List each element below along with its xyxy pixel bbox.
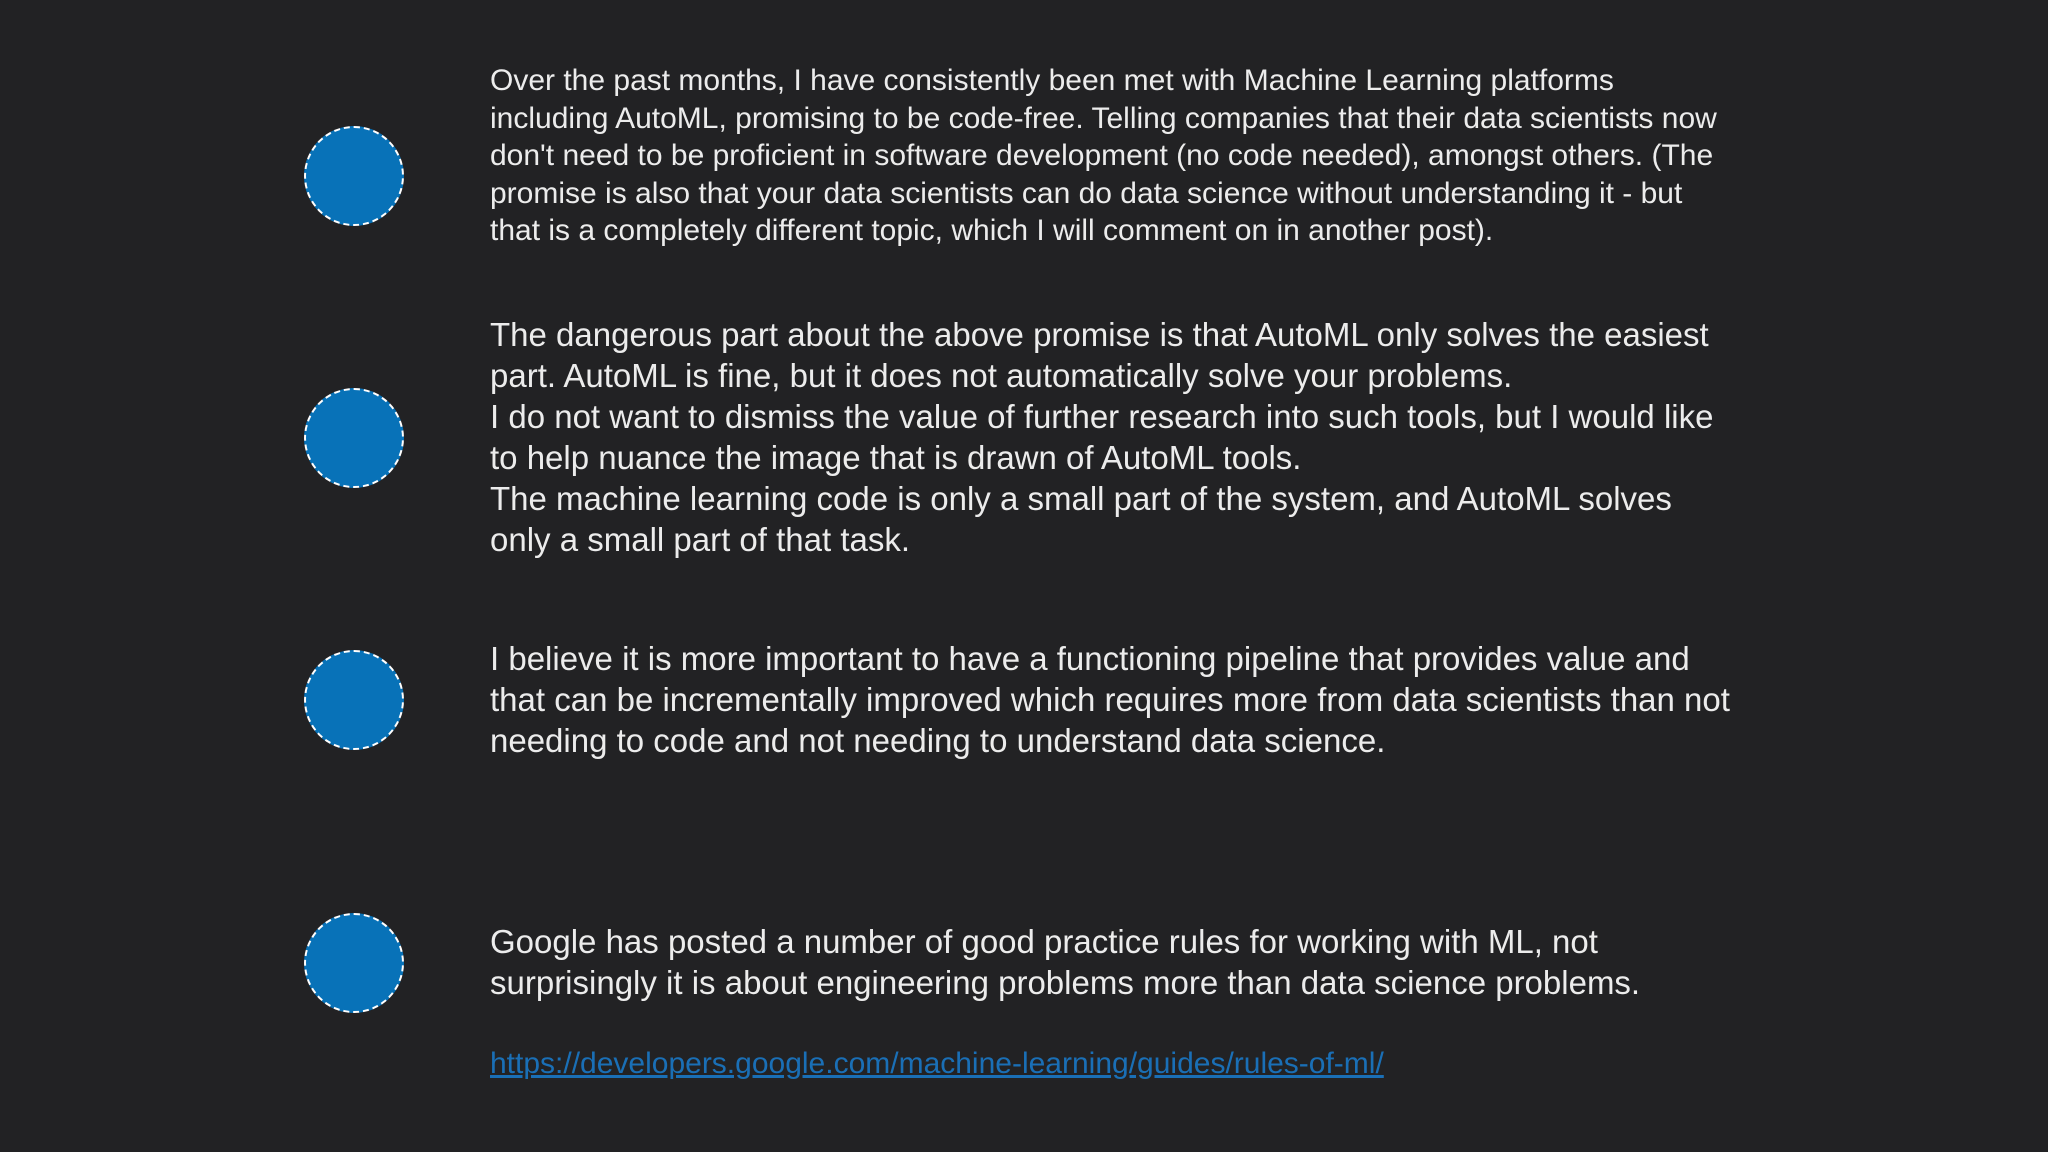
paragraph-pipeline-belief: I believe it is more important to have a functioning pipeline that provides value and that can be incrementally improved which requires more from data scientists than not needing to code and not needing to understand data science.: [490, 640, 1730, 759]
bullet-circle-icon-3: [304, 650, 404, 750]
bullet-circle-icon-4: [304, 913, 404, 1013]
paragraph-line: I do not want to dismiss the value of further research into such tools, but I would like to help nuance the image that is drawn of AutoML tools.: [490, 398, 1714, 476]
paragraph-automl-danger: [490, 314, 1740, 560]
paragraph-line: The dangerous part about the above promise is that AutoML only solves the easiest part. AutoML is fine, but it does not automatically solve your problems.: [490, 316, 1709, 394]
bullet-circle-icon-2: [304, 388, 404, 488]
paragraph-google-rules: Google has posted a number of good practice rules for working with ML, not surprisingly it is about engineering problems more than data science problems.: [490, 923, 1641, 1001]
paragraph-automl-promise: Over the past months, I have consistently been met with Machine Learning platforms including AutoML, promising to be code-free. Telling companies that their data scientists now don't need to be proficient in software development (no code needed), amongst others. (The promise is also that your data scientists can do data science without understanding it - but that is a completely different topic, which I will comment on in another post).: [490, 64, 1717, 247]
bullet-circle-icon-1: [304, 126, 404, 226]
paragraph-line: The machine learning code is only a small part of the system, and AutoML solves only a small part of that task.: [490, 480, 1672, 558]
rules-of-ml-link[interactable]: https://developers.google.com/machine-learning/guides/rules-of-ml/: [490, 1047, 1384, 1080]
